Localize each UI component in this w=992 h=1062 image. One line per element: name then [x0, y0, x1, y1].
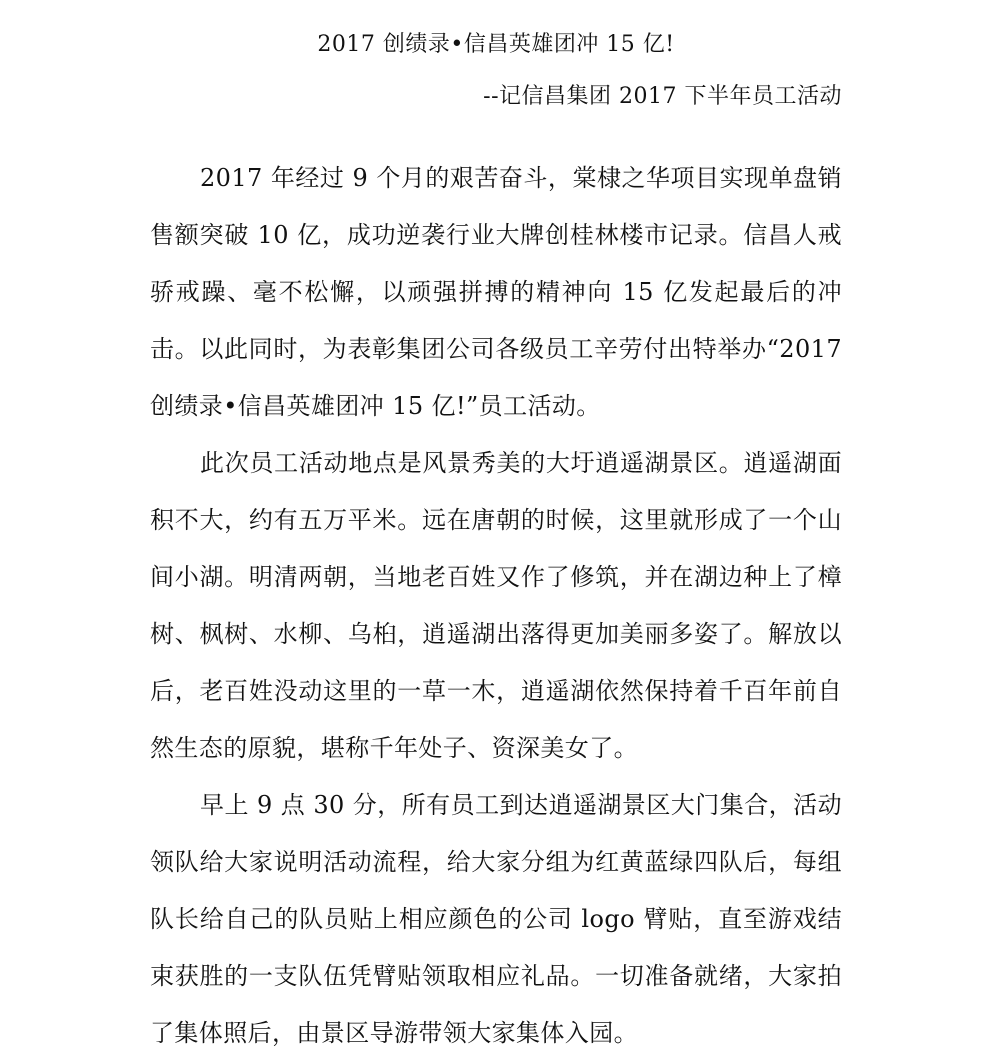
- paragraph-intro: 2017 年经过 9 个月的艰苦奋斗，棠棣之华项目实现单盘销售额突破 10 亿，成功逆袭行业大牌创桂林楼市记录。信昌人戒骄戒躁、毫不松懈，以顽强拼搏的精神向 15 亿发起最后的冲击。以此同时，为表彰集团公司各级员工辛劳付出特举办“2017 创绩录•信昌英雄团冲 15 亿!”员工活动。: [150, 164, 842, 420]
- document-body: [150, 150, 842, 1062]
- document-subtitle: --记信昌集团 2017 下半年员工活动: [483, 84, 842, 109]
- paragraph-morning: 早上 9 点 30 分，所有员工到达逍遥湖景区大门集合，活动领队给大家说明活动流程，给大家分组为红黄蓝绿四队后，每组队长给自己的队员贴上相应颜色的公司 logo 臂贴，直至游戏结束获胜的一支队伍凭臂贴领取相应礼品。一切准备就绪，大家拍了集体照后，由景区导游带领大家集体入园。: [150, 791, 842, 1047]
- paragraph-location: 此次员工活动地点是风景秀美的大圩逍遥湖景区。逍遥湖面积不大，约有五万平米。远在唐朝的时候，这里就形成了一个山间小湖。明清两朝，当地老百姓又作了修筑，并在湖边种上了樟树、枫树、水柳、乌桕，逍遥湖出落得更加美丽多姿了。解放以后，老百姓没动这里的一草一木，逍遥湖依然保持着千百年前自然生态的原貌，堪称千年处子、资深美女了。: [150, 449, 842, 762]
- document-title: 2017 创绩录•信昌英雄团冲 15 亿!: [317, 32, 675, 57]
